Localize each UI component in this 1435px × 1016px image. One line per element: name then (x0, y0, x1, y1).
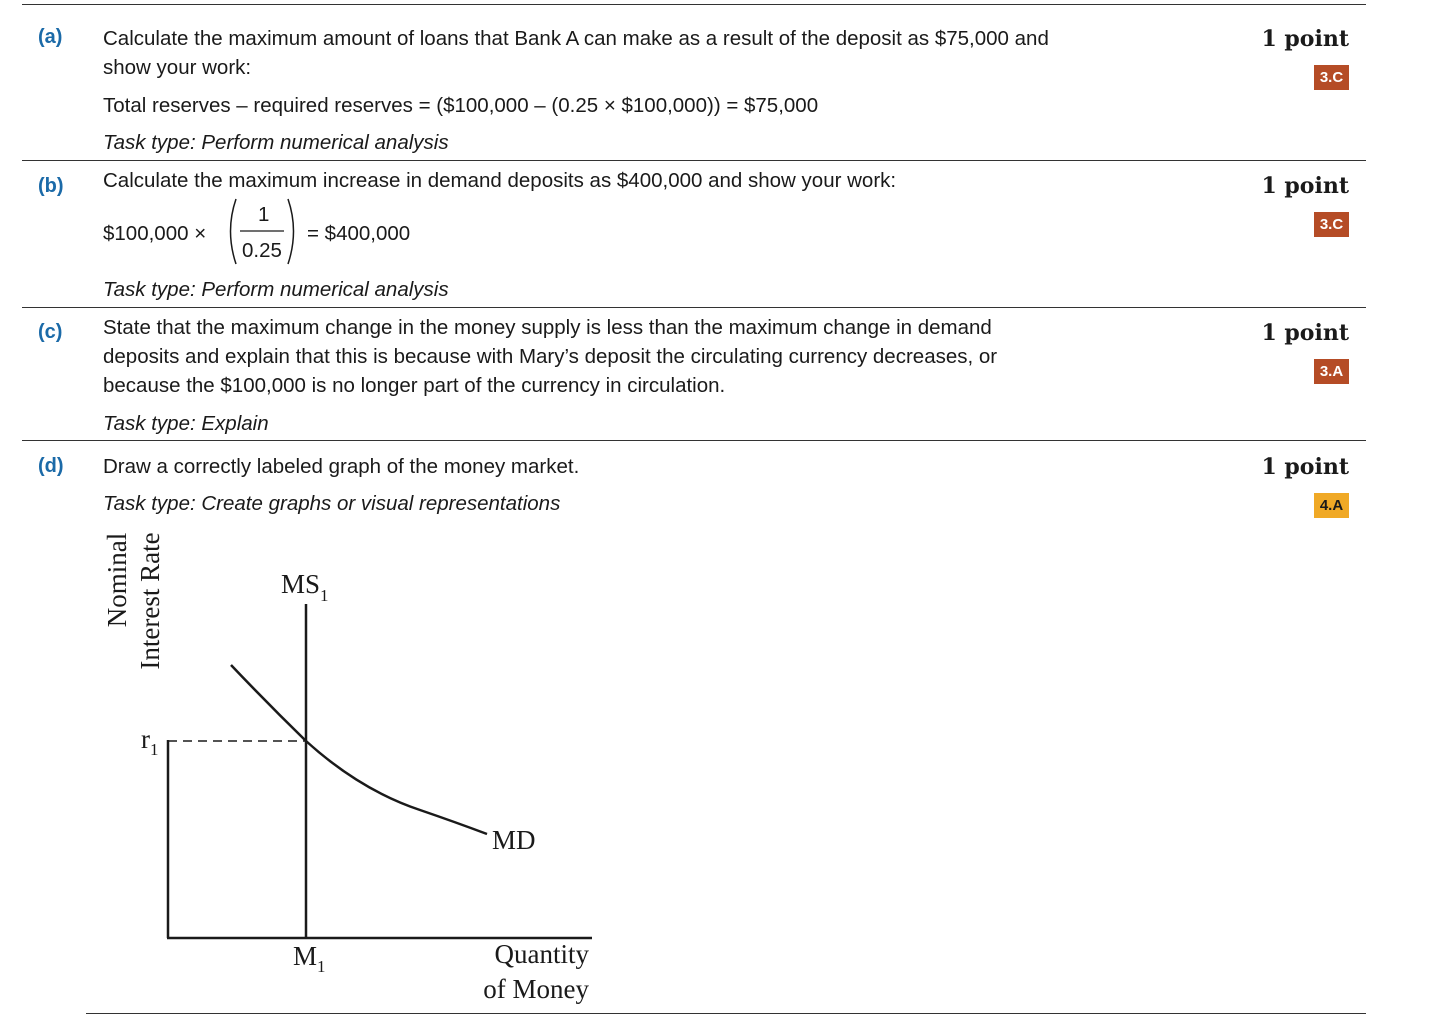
part-b-fraction-numerator: 1 (258, 203, 270, 226)
ms-label: $MS_1$ (281, 569, 329, 605)
part-a-line-1: Calculate the maximum amount of loans that Bank A can make as a result of the deposit as $75,000 and (103, 27, 1049, 50)
part-c-task-type: Task type: Explain (103, 412, 269, 435)
part-b-task-type: Task type: Perform numerical analysis (103, 278, 449, 301)
bottom-rule (86, 1013, 1366, 1014)
part-d-label: (d) (38, 455, 64, 477)
y-axis-label-line-2: Interest Rate (135, 532, 165, 670)
part-d-points: 1 point (1261, 454, 1349, 480)
part-b-skill-badge: 3.C (1314, 212, 1349, 237)
y-axis-label-line-1: Nominal (102, 532, 132, 628)
part-b-work-suffix: = $400,000 (307, 222, 411, 245)
part-c-label: (c) (38, 321, 63, 343)
x-axis-label-line-2: of Money (483, 974, 589, 1004)
part-b-label: (b) (38, 175, 64, 197)
part-a-work: Total reserves – required reserves = ($100,000 – (0.25 × $100,000)) = $75,000 (103, 94, 819, 117)
part-c-line-2: deposits and explain that this is because with Mary’s deposit the circulating currency decreases, or (103, 345, 998, 368)
r1-label-subscript: 1 (150, 740, 159, 759)
part-b-points: 1 point (1261, 173, 1349, 199)
part-b-fraction-denominator: 0.25 (242, 239, 282, 262)
part-a-line-2: show your work: (103, 56, 252, 79)
part-d-skill-badge: 4.A (1314, 493, 1349, 518)
md-label: MD (492, 825, 536, 855)
part-d-line-1: Draw a correctly labeled graph of the money market. (103, 455, 580, 478)
m1-label-subscript: 1 (317, 957, 326, 976)
part-c-points: 1 point (1261, 320, 1349, 346)
x-axis-label-line-1: Quantity (494, 939, 589, 969)
part-a-points: 1 point (1261, 26, 1349, 52)
part-b-line-1: Calculate the maximum increase in demand deposits as $400,000 and show your work: (103, 169, 897, 192)
part-c-skill-badge: 3.A (1314, 359, 1349, 384)
part-c-line-3: because the $100,000 is no longer part of the currency in circulation. (103, 374, 726, 397)
part-a-label: (a) (38, 26, 63, 48)
md-curve (231, 665, 487, 834)
ms-label-subscript: 1 (320, 586, 329, 605)
m1-label: $M_1$ (293, 941, 326, 976)
part-b-work-prefix: $100,000 × (103, 222, 207, 245)
part-a-skill-badge: 3.C (1314, 65, 1349, 90)
r1-label: $r_1$ (141, 724, 159, 759)
part-a-task-type: Task type: Perform numerical analysis (103, 131, 449, 154)
part-c-line-1: State that the maximum change in the money supply is less than the maximum change in demand (103, 316, 992, 339)
part-d-task-type: Task type: Create graphs or visual representations (103, 492, 561, 515)
